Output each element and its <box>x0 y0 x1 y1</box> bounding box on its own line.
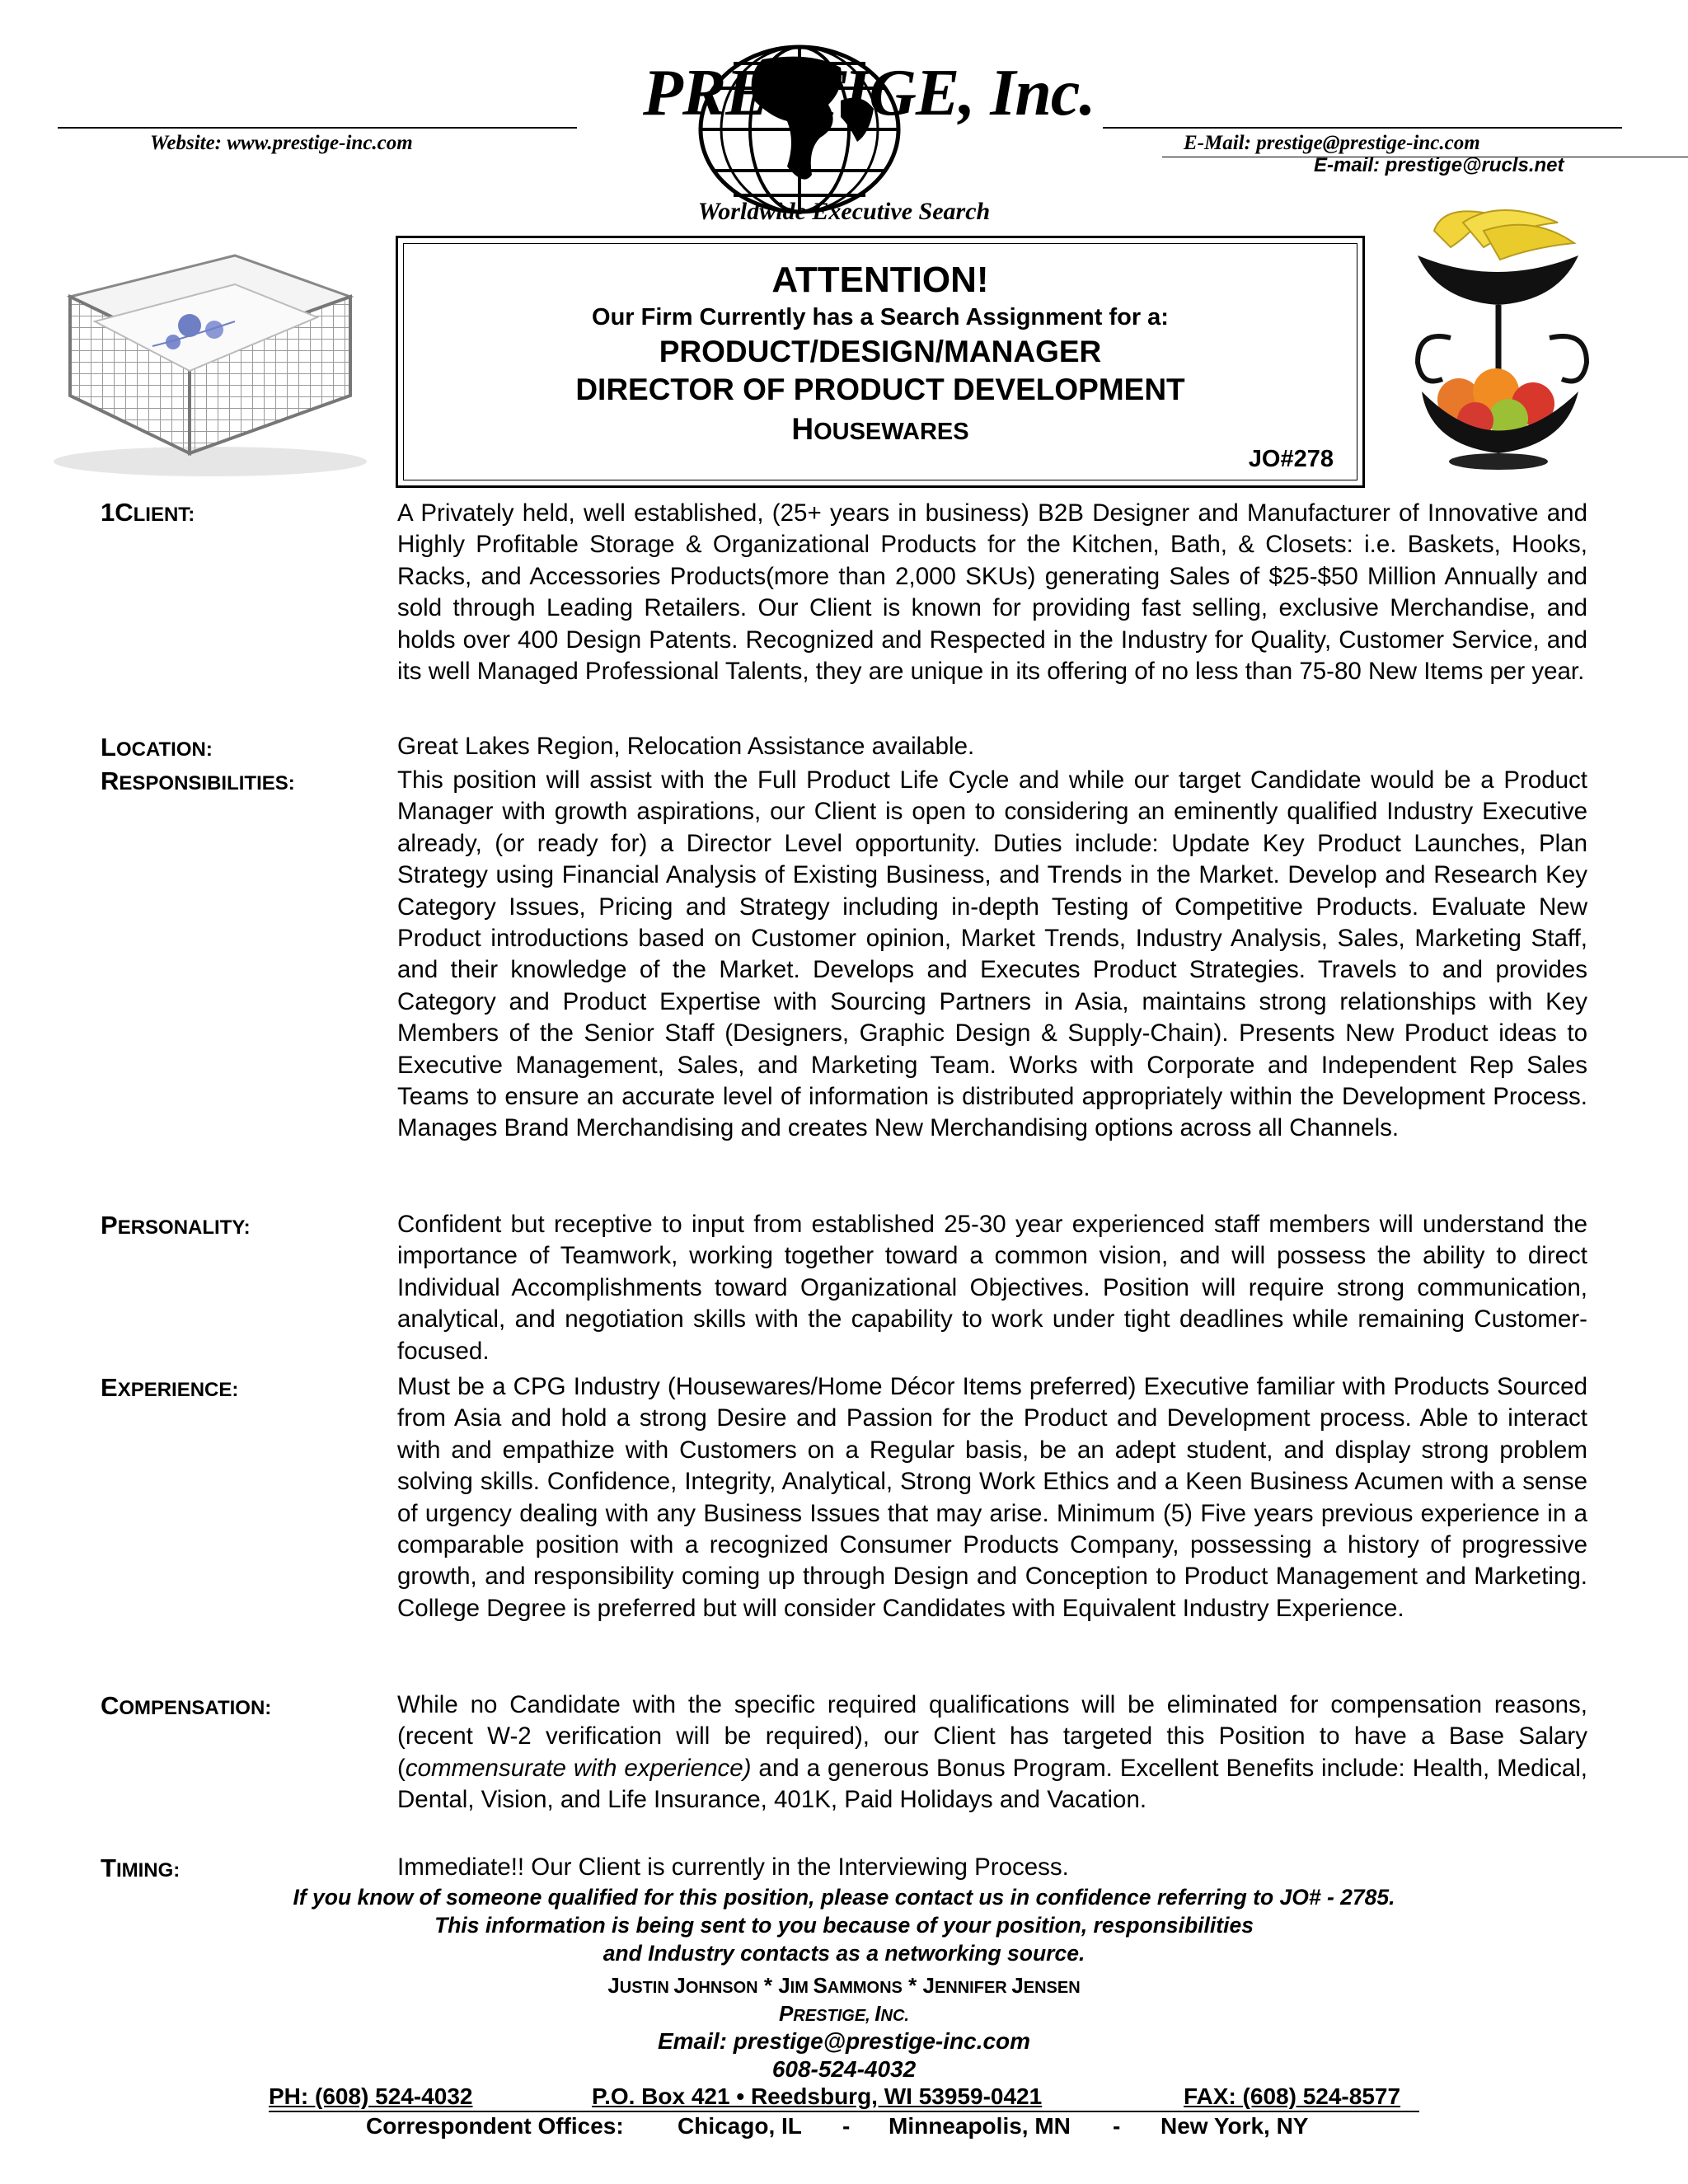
location-label: LOCATION: <box>101 733 213 762</box>
mailing-address: P.O. Box 421 • Reedsburg, WI 53959-0421 <box>592 2083 1043 2109</box>
phone-number: PH: (608) 524-4032 <box>269 2083 473 2109</box>
email-link[interactable]: E-Mail: prestige@prestige-inc.com <box>1184 132 1480 154</box>
office-separator: - <box>842 2113 851 2139</box>
office-separator: - <box>1113 2113 1121 2139</box>
personality-label: PERSONALITY: <box>101 1211 251 1240</box>
attention-title: ATTENTION! <box>771 260 989 300</box>
location-text: Great Lakes Region, Relocation Assistance available. <box>397 733 975 760</box>
wire-napkin-holder-image <box>45 247 375 486</box>
role-title-2: DIRECTOR OF PRODUCT DEVELOPMENT <box>575 373 1185 406</box>
timing-text: Immediate!! Our Client is currently in the Interviewing Process. <box>397 1854 1069 1881</box>
address-underline <box>269 2111 1419 2112</box>
website-link[interactable]: Website: www.prestige-inc.com <box>150 132 413 154</box>
footer-note-2: This information is being sent to you because of your position, responsibilities <box>434 1913 1254 1938</box>
job-number: JO#278 <box>1248 446 1334 472</box>
header-rule-right <box>1103 127 1622 129</box>
experience-text: Must be a CPG Industry (Housewares/Home Décor Items preferred) Executive familiar with Products Sourced from Asia and hold a strong Desire and Passion for the Product and Development process. Able to interact with and empathize with Customers on a Regular basis, be an adept student, and display strong problem solving skills. Confidence, Integrity, Analytical, Strong Work Ethics and a Keen Business Acumen with a sense of urgency dealing with any Business Issues that may arise. Minimum (5) Five years previous experience in a comparable position with a recognized Consumer Products Company, possessing a history of progressive growth, and responsibility coming up through Design and Conception to Product Management and Marketing. College Degree is preferred but will consider Candidates with Equivalent Industry Experience. <box>397 1373 1587 1622</box>
fruit-basket-stand-image <box>1393 198 1624 486</box>
attention-subtitle: Our Firm Currently has a Search Assignment for a: <box>592 304 1169 330</box>
compensation-text: While no Candidate with the specific required qualifications will be eliminated for compensation reasons, (recent W-2 verification will be required), our Client has targeted this Position to have a Base Salary (commensurate with experience) and a generous Bonus Program. Excellent Benefits include: Health, Medical, Dental, Vision, and Life Insurance, 401K, Paid Holidays and Vacation. <box>397 1691 1587 1814</box>
category-title: HOUSEWARES <box>791 412 969 446</box>
footer-note-3: and Industry contacts as a networking source. <box>603 1941 1085 1966</box>
tagline: Worldwide Executive Search <box>697 198 991 225</box>
footer-email[interactable]: Email: prestige@prestige-inc.com <box>657 2028 1031 2054</box>
office-chicago: Chicago, IL <box>678 2113 802 2139</box>
client-text: A Privately held, well established, (25+ years in business) B2B Designer and Manufacturer of Innovative and Highly Profitable Storage & Organizational Products for the Kitchen, Bath, & Closets: i.e. Baskets, Hooks, Racks, and Accessories Products(more than 2,000 SKUs) generating Sales of $25-$50 Million Annually and sold through Leading Retailers. Our Client is known for providing fast selling, exclusive Merchandise, and holds over 400 Design Patents. Recognized and Respected in the Industry for Quality, Customer Service, and its well Managed Professional Talents, they are unique in its offering of no less than 75-80 New Items per year. <box>397 499 1587 686</box>
role-title-1: PRODUCT/DESIGN/MANAGER <box>659 335 1102 368</box>
responsibilities-text: This position will assist with the Full Product Life Cycle and while our target Candidate would be a Product Manager with growth aspirations, our Client is open to considering an eminently qualified Industry Executive already, (or ready for) a Director Level opportunity. Duties include: Update Key Product Launches, Plan Strategy using Financial Analysis of Existing Business, and Trends in the Market. Develop and Research Key Category Issues, Pricing and Strategy including in-depth Testing of Competitive Products. Evaluate New Product introductions based on Customer opinion, Market Trends, Industry Analysis, Sales, Marketing Staff, and their knowledge of the Market. Develops and Executes Product Strategies. Travels to and provides Category and Product Expertise with Sourcing Partners in Asia, maintains strong relationships with Key Members of the Senior Staff (Designers, Graphic Design & Supply-Chain). Presents New Product ideas to Executive Management, Sales, and Marketing Team. Works with Corporate and Independent Rep Sales Teams to ensure an accurate level of information is distributed appropriately within the Development Process. Manages Brand Merchandising and creates New Merchandising options across all Channels. <box>397 766 1587 1142</box>
footer-note-1: If you know of someone qualified for this position, please contact us in confidence referring to JO# - 2785. <box>293 1885 1395 1910</box>
fax-number: FAX: (608) 524-8577 <box>1184 2083 1401 2109</box>
header-rule-left <box>58 127 577 129</box>
client-label: 1CLIENT: <box>101 498 195 527</box>
compensation-label: COMPENSATION: <box>101 1691 272 1720</box>
personality-text: Confident but receptive to input from established 25-30 year experienced staff members will understand the importance of Teamwork, working together toward a common vision, and will possess the ability to direct Individual Accomplishments toward Organizational Objectives. Position will require strong communication, analytical, and negotiation skills with the capability to work under tight deadlines while remaining Customer-focused. <box>397 1211 1587 1365</box>
responsibilities-label: RESPONSIBILITIES: <box>101 766 295 795</box>
firm-name: PRESTIGE, INC. <box>779 2001 909 2026</box>
footer-phone-alt: 608-524-4032 <box>771 2056 917 2082</box>
company-name: PRESTIGE, Inc. <box>643 57 1095 129</box>
timing-label: TIMING: <box>101 1854 181 1882</box>
office-minneapolis: Minneapolis, MN <box>889 2113 1071 2139</box>
recruiter-names: JUSTIN JOHNSON * JIM SAMMONS * JENNIFER JENSEN <box>607 1973 1081 1998</box>
correspondent-label: Correspondent Offices: <box>366 2113 624 2139</box>
email-secondary-link[interactable]: E-mail: prestige@rucls.net <box>1314 154 1564 176</box>
experience-label: EXPERIENCE: <box>101 1373 239 1402</box>
attention-box <box>396 236 1365 488</box>
office-new-york: New York, NY <box>1160 2113 1309 2139</box>
